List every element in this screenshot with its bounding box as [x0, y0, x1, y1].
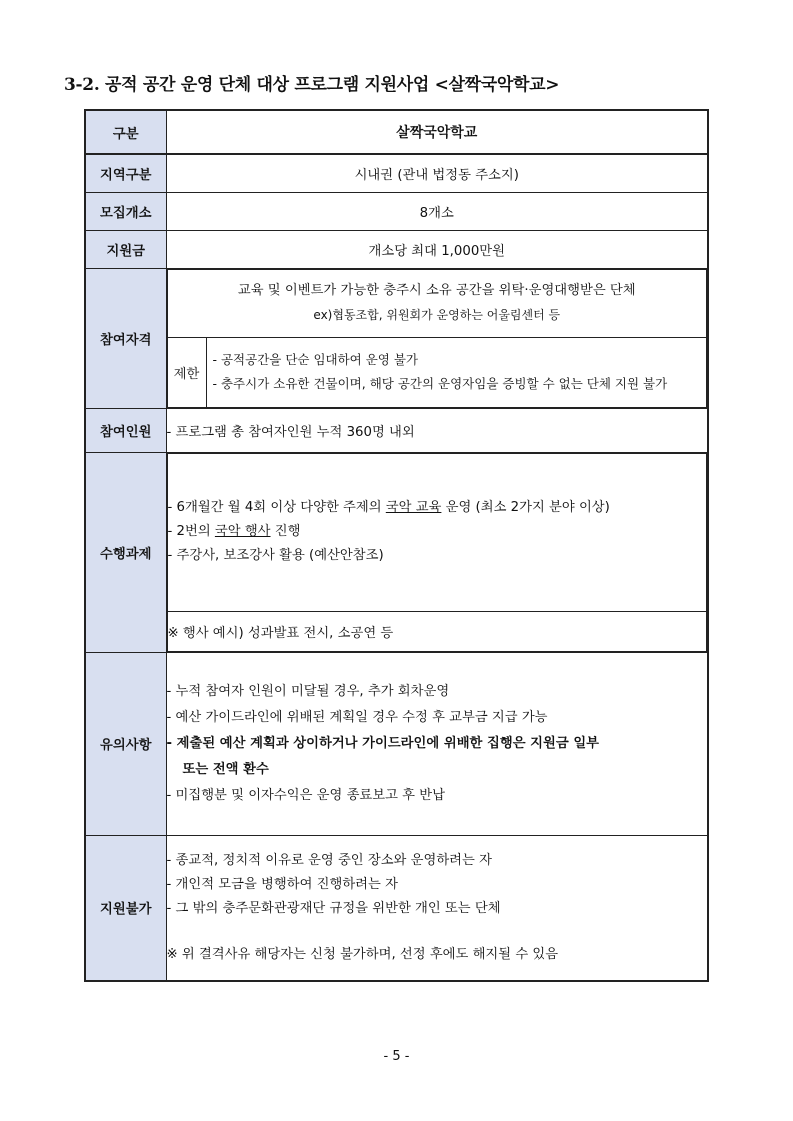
notes-row [85, 652, 708, 835]
fund-label: 지원금 [85, 230, 166, 268]
note-item: - 제출된 예산 계획과 상이하거나 가이드라인에 위배한 집행은 지원금 일부 [166, 735, 600, 751]
recruit-value: 8개소 [166, 192, 708, 230]
eligibility-row [85, 268, 708, 408]
note-item: - 미집행분 및 이자수익은 운영 종료보고 후 반납 [166, 787, 445, 803]
table-header-row [85, 110, 708, 154]
region-label: 지역구분 [85, 154, 166, 192]
notes-content [166, 652, 708, 835]
task-item: - 2번의 국악 행사 진행 [167, 524, 301, 539]
task-item: - 6개월간 월 4회 이상 다양한 주제의 국악 교육 운영 (최소 2가지 분야 이상) [167, 500, 610, 515]
restriction-item: - 충주시가 소유한 건물이며, 해당 공간의 운영자임을 증빙할 수 없는 단체 지원 불가 [212, 376, 668, 391]
eligibility-label: 참여자격 [85, 268, 166, 408]
tasks-row [85, 452, 708, 652]
participants-row [85, 408, 708, 452]
recruit-label: 모집개소 [85, 192, 166, 230]
notes-label: 유의사항 [85, 652, 166, 835]
region-row [85, 154, 708, 192]
ineligible-item: - 그 밖의 충주문화관광재단 규정을 위반한 개인 또는 단체 [166, 900, 501, 916]
restriction-item: - 공적공간을 단순 임대하여 운영 불가 [212, 352, 419, 367]
tasks-content [166, 452, 708, 652]
eligibility-content [166, 268, 708, 408]
ineligible-content [166, 835, 708, 981]
eligibility-main: 교육 및 이벤트가 가능한 충주시 소유 공간을 위탁·운영대행받은 단체 [237, 283, 636, 298]
header-value: 살짝국악학교 [166, 110, 708, 154]
note-item: - 누적 참여자 인원이 미달될 경우, 추가 회차운영 [166, 683, 450, 699]
fund-value: 개소당 최대 1,000만원 [166, 230, 708, 268]
participants-label: 참여인원 [85, 408, 166, 452]
ineligible-note: ※ 위 결격사유 해당자는 신청 불가하며, 선정 후에도 해지될 수 있음 [166, 946, 559, 962]
tasks-label: 수행과제 [85, 452, 166, 652]
participants-value: - 프로그램 총 참여자인원 누적 360명 내외 [166, 408, 708, 452]
task-item: - 주강사, 보조강사 활용 (예산안참조) [167, 548, 384, 563]
eligibility-example: ex)협동조합, 위원회가 운영하는 어울림센터 등 [313, 308, 561, 322]
region-value: 시내권 (관내 법정동 주소지) [166, 154, 708, 192]
section-title: 3-2. 공적 공간 운영 단체 대상 프로그램 지원사업 <살짝국악학교> [64, 75, 560, 95]
restriction-label: 제한 [167, 337, 206, 407]
ineligible-item: - 개인적 모금을 병행하여 진행하려는 자 [166, 876, 398, 892]
task-note: ※ 행사 예시) 성과발표 전시, 소공연 등 [167, 611, 707, 651]
note-item: - 예산 가이드라인에 위배된 계획일 경우 수정 후 교부금 지급 가능 [166, 709, 548, 725]
ineligible-row [85, 835, 708, 981]
ineligible-label: 지원불가 [85, 835, 166, 981]
fund-row [85, 230, 708, 268]
program-table [84, 109, 709, 982]
recruit-row [85, 192, 708, 230]
page-number: - 5 - [383, 1049, 410, 1064]
header-label: 구분 [85, 110, 166, 154]
note-item: 또는 전액 환수 [182, 761, 269, 777]
ineligible-item: - 종교적, 정치적 이유로 운영 중인 장소와 운영하려는 자 [166, 852, 492, 868]
